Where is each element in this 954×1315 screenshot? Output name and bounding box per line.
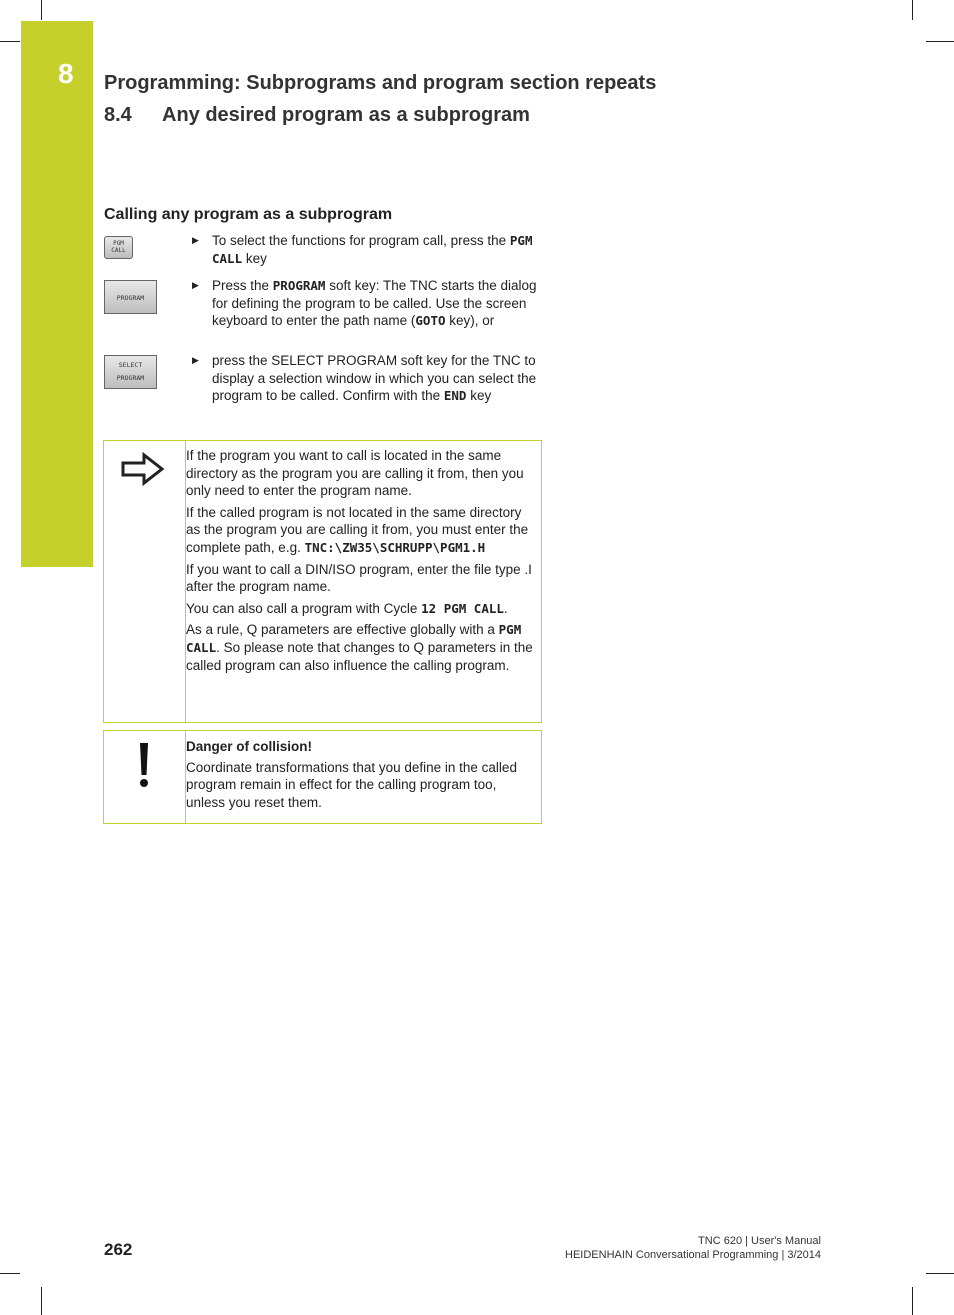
crop-mark (41, 1287, 42, 1315)
crop-mark (0, 1273, 20, 1274)
page-number: 262 (104, 1240, 133, 1259)
step-text: press the SELECT PROGRAM soft key for the TNC to display a selection window in which you can select the program to be called. Confirm with the END key (212, 353, 537, 404)
pgm-call-key-image (104, 236, 133, 259)
bullet-arrow-icon: ▶ (192, 280, 199, 290)
note-paragraph: If the program you want to call is located in the same directory as the program you are calling it from, then you only need to enter the program name. (186, 448, 524, 499)
chapter-tab (21, 21, 93, 567)
section-title (104, 104, 530, 127)
arrow-right-outline-icon (120, 451, 166, 487)
note-paragraph: If you want to call a DIN/ISO program, enter the file type .I after the program name. (186, 561, 532, 595)
footer-line-1: TNC 620 | User's Manual (698, 1235, 821, 1247)
step-text: To select the functions for program call, press the PGM CALL key (212, 233, 533, 266)
exclamation-icon (136, 741, 152, 789)
note-content (186, 447, 536, 674)
section-title-text: Any desired program as a subprogram (162, 104, 530, 126)
crop-mark (926, 41, 954, 42)
step-text: Press the PROGRAM soft key: The TNC starts the dialog for defining the program to be called. Use the screen keyboard to enter the path name (GOTO key), or (212, 278, 537, 329)
danger-text: Coordinate transformations that you define in the called program remain in effect for the calling program too, unless you reset them. (186, 759, 517, 810)
danger-title: Danger of collision! (186, 739, 313, 754)
crop-mark (0, 41, 20, 42)
note-paragraph: If the called program is not located in the same directory as the program you are calling it from, you must enter the complete path, e.g. TNC:\ZW35\SCHRUPP\PGM1.H (186, 504, 529, 555)
bullet-arrow-icon: ▶ (192, 235, 199, 245)
chapter-title: Programming: Subprograms and program section repeats (104, 72, 657, 94)
danger-content (186, 738, 536, 811)
section-number: 8.4 (104, 104, 132, 126)
bullet-arrow-icon: ▶ (192, 355, 199, 365)
footer-info (565, 1234, 821, 1262)
select-softkey-label-line1: SELECT (118, 361, 143, 369)
crop-mark (41, 0, 42, 20)
note-paragraph: As a rule, Q parameters are effective globally with a PGM CALL. So please note that changes to Q parameters in the called program can also influence the calling program. (186, 622, 533, 673)
footer-line-2: HEIDENHAIN Conversational Programming | 3/2014 (565, 1249, 821, 1261)
subheading: Calling any program as a subprogram (104, 206, 393, 223)
note-paragraph: You can also call a program with Cycle 12 PGM CALL. (186, 600, 508, 616)
program-softkey-label: PROGRAM (116, 294, 145, 302)
select-program-softkey-image (104, 355, 157, 389)
chapter-number: 8 (58, 58, 74, 89)
crop-mark (926, 1273, 954, 1274)
pgm-call-key-label-line1: PGM (113, 240, 124, 247)
crop-mark (912, 1287, 913, 1315)
program-softkey-image (104, 280, 157, 314)
select-softkey-label-line2: PROGRAM (116, 374, 145, 382)
crop-mark (912, 0, 913, 20)
pgm-call-key-label-line2: CALL (111, 247, 126, 254)
